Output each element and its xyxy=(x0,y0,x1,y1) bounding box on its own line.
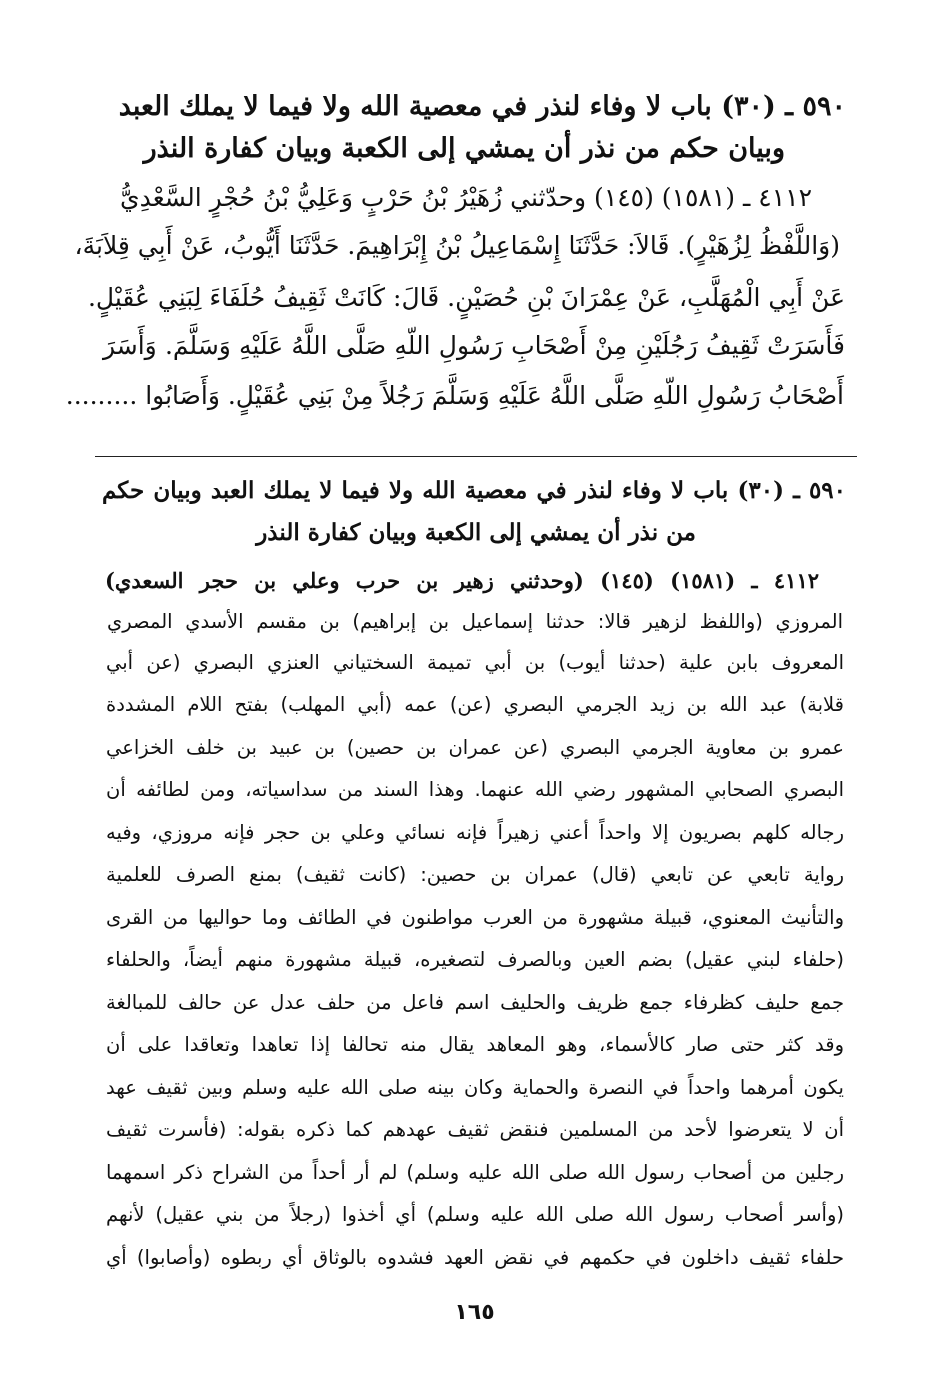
commentary-line: رجلين من أصحاب رسول الله صلى الله عليه وسلم) لم أر أحداً من الشراح ذكر اسمهما xyxy=(106,1161,844,1184)
hadith-line: عَنْ أَبِي الْمُهَلَّبِ، عَنْ عِمْرَانَ بْنِ حُصَيْنٍ. قَالَ: كَانَتْ ثَقِيفُ حُلَفَاءَ لِبَنِي عُقَيْلٍ. xyxy=(87,283,845,312)
commentary-heading-line-2: من نذر أن يمشي إلى الكعبة وبيان كفارة النذر xyxy=(256,519,696,546)
commentary-line: جمع حليف كظرفاء جمع ظريف والحليف اسم فاعل من حلف عدل عن حالف للمبالغة xyxy=(106,991,844,1014)
separator-rule xyxy=(95,456,857,457)
commentary-line: والتأنيث المعنوي، قبيلة مشهورة من العرب مواطنون في الطائف وما حواليها من القرى xyxy=(106,906,844,929)
commentary-line: يكون أمرهما واحداً في النصرة والحماية وكان بينه صلى الله عليه وسلم وبين ثقيف عهد xyxy=(106,1076,844,1099)
chapter-heading-line-1: ٥٩٠ ـ (٣٠) باب لا وفاء لنذر في معصية الله ولا فيما لا يملك العبد xyxy=(118,91,846,122)
commentary-line: (وأسر أصحاب رسول الله صلى الله عليه وسلم) أي أخذوا (رجلاً من بني عقيل) لأنهم xyxy=(106,1203,844,1226)
commentary-line: رواية تابعي عن تابعي (قال) عمران بن حصين: (كانت ثقيف) بمنع الصرف للعلمية xyxy=(106,863,844,886)
commentary-line: رجاله كلهم بصريون إلا واحداً أعني زهيراً فإنه نسائي وعلي بن حجر فإنه مروزي، وفيه xyxy=(106,821,844,844)
hadith-line: فَأَسَرَتْ ثَقِيفُ رَجُلَيْنِ مِنْ أَصْحَابِ رَسُولِ اللّهِ صَلَّى اللَّهُ عَلَيْهِ وَسَلَّمَ. وَأَسَرَ xyxy=(103,331,845,360)
commentary-line: المروزي (واللفظ لزهير قالا: حدثنا إسماعيل بن إبراهيم) بن مقسم الأسدي المصري xyxy=(107,610,843,633)
page-number: ١٦٥ xyxy=(454,1300,495,1325)
hadith-line: (وَاللَّفْظُ لِزُهَيْرٍ). قَالاَ: حَدَّثَنَا إِسْمَاعِيلُ بْنُ إِبْرَاهِيمَ. حَدَّثَنَا أَيُّوبُ، عَنْ أَبِي قِلاَبَةَ، xyxy=(74,231,840,260)
hadith-line: ٤١١٢ ـ (١٥٨١) (١٤٥) وحدّثني زُهَيْرُ بْنُ حَرْبٍ وَعَلِيُّ بْنُ حُجْرٍ السَّعْدِيُّ xyxy=(120,183,812,212)
commentary-line: عمرو بن معاوية الجرمي البصري (عن عمران بن حصين) بن عبيد بن خلف الخزاعي xyxy=(106,736,844,759)
commentary-line: المعروف بابن علية (حدثنا أيوب) بن أبي تميمة السختياني العنزي البصري (عن أبي xyxy=(106,651,844,674)
commentary-line: أن لا يتعرضوا لأحد من المسلمين فنقض ثقيف عهدهم كما ذكره بقوله: (فأسرت ثقيف xyxy=(106,1118,844,1141)
commentary-isnad-line: ٤١١٢ ـ (١٥٨١) (١٤٥) (وحدثني زهير بن حرب وعلي بن حجر السعدي) xyxy=(105,568,820,593)
hadith-line: أَصْحَابُ رَسُولِ اللّهِ صَلَّى اللَّهُ عَلَيْهِ وَسَلَّمَ رَجُلاً مِنْ بَنِي عُقَيْلٍ. وَأَصَابُوا ......... xyxy=(65,381,844,410)
commentary-line: حلفاء ثقيف داخلون في حكمهم في نقض العهد فشدوه بالوثاق أي ربطوه (وأصابوا) أي xyxy=(106,1246,844,1269)
commentary-line: وقد كثر حتى صار كالأسماء، وهو المعاهد يقال منه تحالفا إذا تعاهدا وتعاقدا على أن xyxy=(106,1033,844,1056)
commentary-line: قلابة) عبد الله بن زيد الجرمي البصري (عن) عمه (أبي المهلب) بفتح اللام المشددة xyxy=(106,693,844,716)
chapter-heading-line-2: وبيان حكم من نذر أن يمشي إلى الكعبة وبيان كفارة النذر xyxy=(143,133,785,164)
commentary-heading-line-1: ٥٩٠ ـ (٣٠) باب لا وفاء لنذر في معصية الله ولا فيما لا يملك العبد وبيان حكم xyxy=(102,477,846,504)
commentary-line: (حلفاء لبني عقيل) بضم العين وبالصرف لتصغيره، قبيلة مشهورة منهم أيضاً، والحلفاء xyxy=(106,948,844,971)
commentary-line: البصري الصحابي المشهور رضي الله عنهما. وهذا السند من سداسياته، ومن لطائفه أن xyxy=(106,778,844,801)
